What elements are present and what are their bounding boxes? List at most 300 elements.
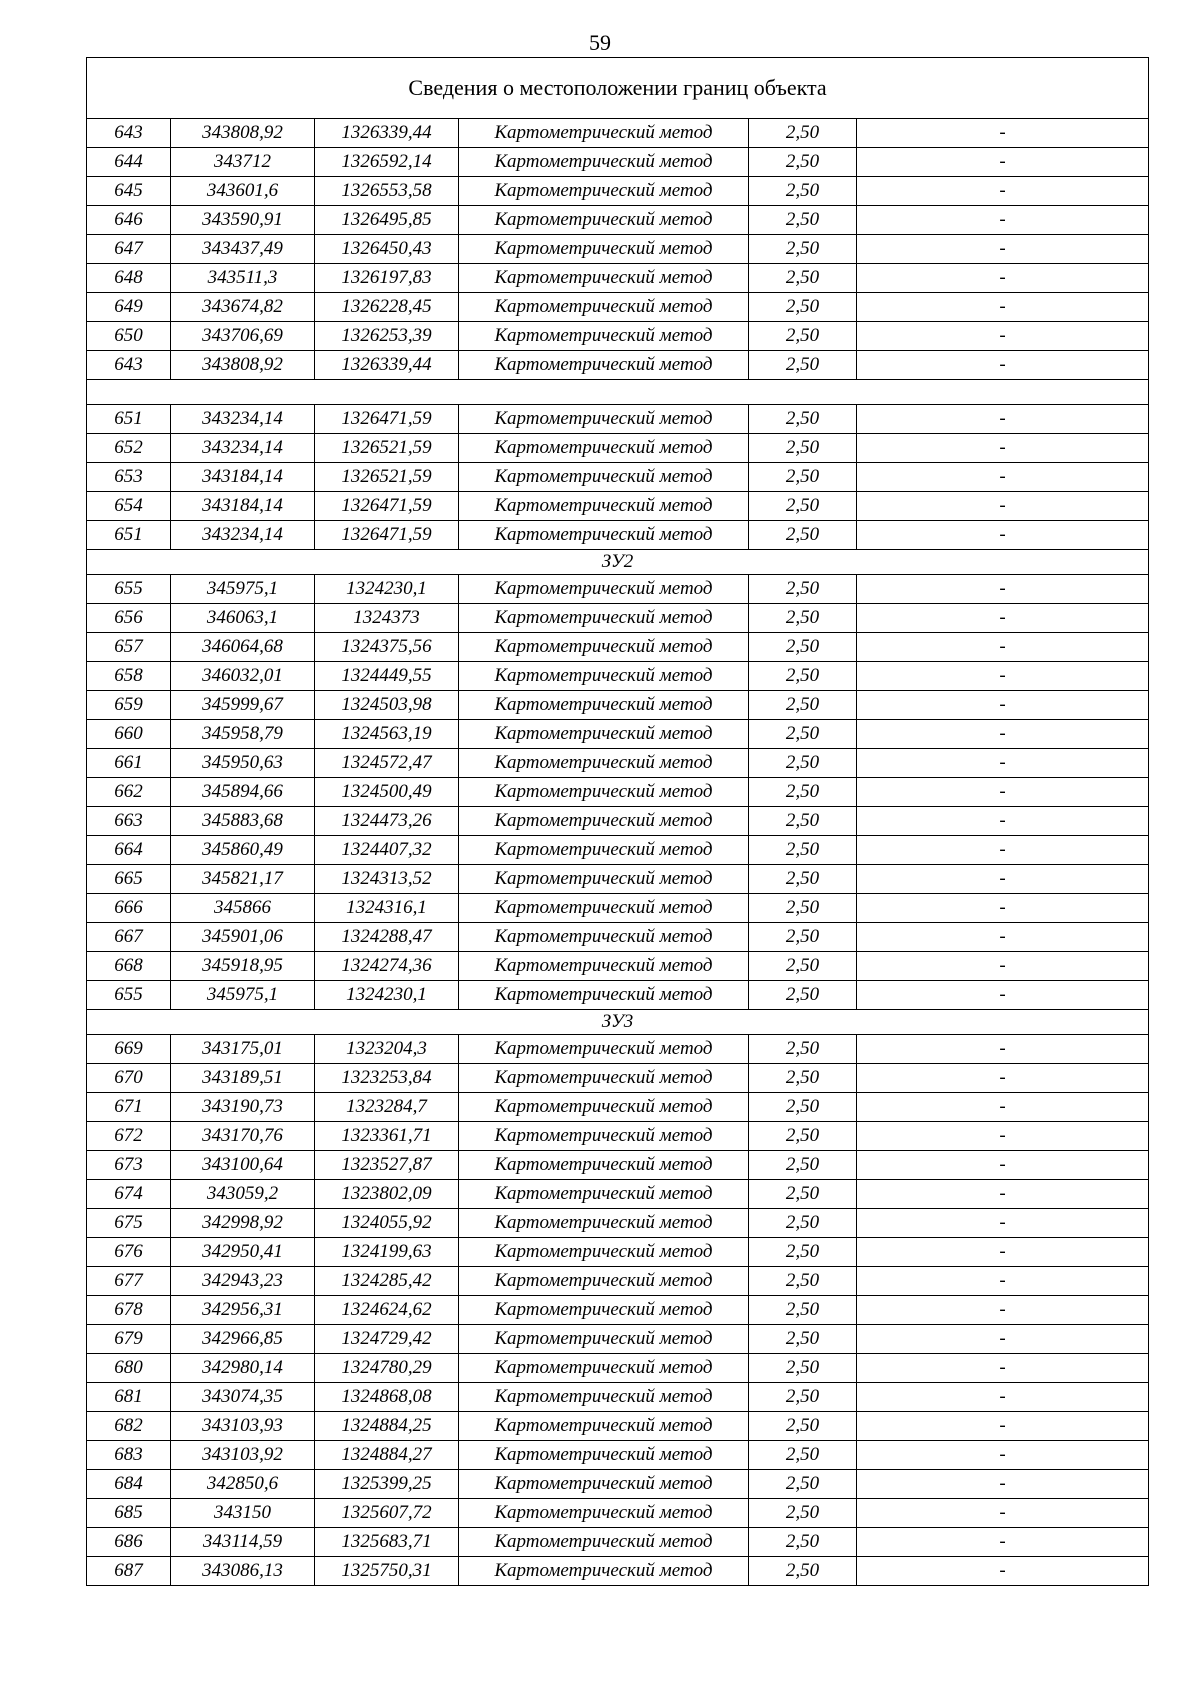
table-title: Сведения о местоположении границ объекта: [87, 58, 1149, 119]
table-row: [87, 1267, 1149, 1296]
description-cell: -: [857, 720, 1149, 749]
x-coordinate-cell: 346064,68: [171, 633, 315, 662]
y-coordinate-cell: 1324230,1: [315, 575, 459, 604]
method-cell: Картометрический метод: [459, 264, 749, 293]
table-row: [87, 691, 1149, 720]
description-cell: -: [857, 1383, 1149, 1412]
table-row: [87, 836, 1149, 865]
y-coordinate-cell: 1326471,59: [315, 521, 459, 550]
point-number-cell: 685: [87, 1499, 171, 1528]
description-cell: -: [857, 434, 1149, 463]
description-cell: -: [857, 1412, 1149, 1441]
y-coordinate-cell: 1326228,45: [315, 293, 459, 322]
x-coordinate-cell: 345975,1: [171, 981, 315, 1010]
x-coordinate-cell: 345901,06: [171, 923, 315, 952]
table-row: [87, 148, 1149, 177]
point-number-cell: 674: [87, 1180, 171, 1209]
accuracy-cell: 2,50: [749, 148, 857, 177]
table-title-row: [87, 58, 1149, 119]
boundary-table: [86, 57, 1149, 1586]
method-cell: Картометрический метод: [459, 1209, 749, 1238]
table-row: [87, 1151, 1149, 1180]
method-cell: Картометрический метод: [459, 923, 749, 952]
table-row: [87, 807, 1149, 836]
point-number-cell: 649: [87, 293, 171, 322]
x-coordinate-cell: 343074,35: [171, 1383, 315, 1412]
description-cell: -: [857, 1064, 1149, 1093]
table-row: [87, 351, 1149, 380]
description-cell: -: [857, 807, 1149, 836]
description-cell: -: [857, 1557, 1149, 1586]
y-coordinate-cell: 1324230,1: [315, 981, 459, 1010]
method-cell: Картометрический метод: [459, 1296, 749, 1325]
point-number-cell: 673: [87, 1151, 171, 1180]
accuracy-cell: 2,50: [749, 952, 857, 981]
y-coordinate-cell: 1324572,47: [315, 749, 459, 778]
point-number-cell: 679: [87, 1325, 171, 1354]
x-coordinate-cell: 345958,79: [171, 720, 315, 749]
point-number-cell: 687: [87, 1557, 171, 1586]
x-coordinate-cell: 345918,95: [171, 952, 315, 981]
point-number-cell: 645: [87, 177, 171, 206]
x-coordinate-cell: 343511,3: [171, 264, 315, 293]
x-coordinate-cell: 346032,01: [171, 662, 315, 691]
table-row: [87, 1499, 1149, 1528]
y-coordinate-cell: 1326197,83: [315, 264, 459, 293]
y-coordinate-cell: 1324313,52: [315, 865, 459, 894]
accuracy-cell: 2,50: [749, 119, 857, 148]
description-cell: -: [857, 206, 1149, 235]
table-row: [87, 575, 1149, 604]
x-coordinate-cell: 343184,14: [171, 492, 315, 521]
accuracy-cell: 2,50: [749, 836, 857, 865]
method-cell: Картометрический метод: [459, 1093, 749, 1122]
point-number-cell: 659: [87, 691, 171, 720]
y-coordinate-cell: 1326471,59: [315, 405, 459, 434]
table-row: [87, 1354, 1149, 1383]
x-coordinate-cell: 343590,91: [171, 206, 315, 235]
y-coordinate-cell: 1326521,59: [315, 463, 459, 492]
y-coordinate-cell: 1326553,58: [315, 177, 459, 206]
method-cell: Картометрический метод: [459, 604, 749, 633]
accuracy-cell: 2,50: [749, 894, 857, 923]
accuracy-cell: 2,50: [749, 1122, 857, 1151]
point-number-cell: 666: [87, 894, 171, 923]
table-row: [87, 177, 1149, 206]
point-number-cell: 655: [87, 981, 171, 1010]
section-header-row: [87, 550, 1149, 575]
boundary-table-frame: [86, 57, 1148, 1586]
table-row: [87, 322, 1149, 351]
description-cell: -: [857, 405, 1149, 434]
table-row: [87, 894, 1149, 923]
description-cell: -: [857, 293, 1149, 322]
x-coordinate-cell: 343175,01: [171, 1035, 315, 1064]
point-number-cell: 664: [87, 836, 171, 865]
accuracy-cell: 2,50: [749, 351, 857, 380]
method-cell: Картометрический метод: [459, 322, 749, 351]
x-coordinate-cell: 342980,14: [171, 1354, 315, 1383]
accuracy-cell: 2,50: [749, 1064, 857, 1093]
x-coordinate-cell: 343808,92: [171, 119, 315, 148]
point-number-cell: 680: [87, 1354, 171, 1383]
method-cell: Картометрический метод: [459, 1238, 749, 1267]
y-coordinate-cell: 1323802,09: [315, 1180, 459, 1209]
accuracy-cell: 2,50: [749, 575, 857, 604]
x-coordinate-cell: 345883,68: [171, 807, 315, 836]
point-number-cell: 663: [87, 807, 171, 836]
method-cell: Картометрический метод: [459, 1528, 749, 1557]
x-coordinate-cell: 345999,67: [171, 691, 315, 720]
x-coordinate-cell: 345866: [171, 894, 315, 923]
x-coordinate-cell: 343114,59: [171, 1528, 315, 1557]
accuracy-cell: 2,50: [749, 662, 857, 691]
point-number-cell: 654: [87, 492, 171, 521]
accuracy-cell: 2,50: [749, 778, 857, 807]
method-cell: Картометрический метод: [459, 1064, 749, 1093]
table-row: [87, 1296, 1149, 1325]
table-row: [87, 865, 1149, 894]
point-number-cell: 651: [87, 521, 171, 550]
method-cell: Картометрический метод: [459, 177, 749, 206]
point-number-cell: 660: [87, 720, 171, 749]
y-coordinate-cell: 1324500,49: [315, 778, 459, 807]
table-row: [87, 1528, 1149, 1557]
y-coordinate-cell: 1326450,43: [315, 235, 459, 264]
point-number-cell: 669: [87, 1035, 171, 1064]
method-cell: Картометрический метод: [459, 749, 749, 778]
accuracy-cell: 2,50: [749, 1093, 857, 1122]
method-cell: Картометрический метод: [459, 463, 749, 492]
table-row: [87, 1035, 1149, 1064]
point-number-cell: 671: [87, 1093, 171, 1122]
description-cell: -: [857, 1151, 1149, 1180]
method-cell: Картометрический метод: [459, 235, 749, 264]
table-row: [87, 463, 1149, 492]
method-cell: Картометрический метод: [459, 405, 749, 434]
x-coordinate-cell: 343103,92: [171, 1441, 315, 1470]
description-cell: -: [857, 1238, 1149, 1267]
accuracy-cell: 2,50: [749, 177, 857, 206]
accuracy-cell: 2,50: [749, 492, 857, 521]
table-row: [87, 1238, 1149, 1267]
x-coordinate-cell: 343170,76: [171, 1122, 315, 1151]
method-cell: Картометрический метод: [459, 1557, 749, 1586]
description-cell: -: [857, 1499, 1149, 1528]
y-coordinate-cell: 1324868,08: [315, 1383, 459, 1412]
point-number-cell: 683: [87, 1441, 171, 1470]
y-coordinate-cell: 1324407,32: [315, 836, 459, 865]
y-coordinate-cell: 1323361,71: [315, 1122, 459, 1151]
description-cell: -: [857, 575, 1149, 604]
description-cell: -: [857, 633, 1149, 662]
x-coordinate-cell: 343601,6: [171, 177, 315, 206]
accuracy-cell: 2,50: [749, 264, 857, 293]
accuracy-cell: 2,50: [749, 1151, 857, 1180]
point-number-cell: 655: [87, 575, 171, 604]
x-coordinate-cell: 342956,31: [171, 1296, 315, 1325]
section-separator: [87, 380, 1149, 405]
method-cell: Картометрический метод: [459, 206, 749, 235]
accuracy-cell: 2,50: [749, 1267, 857, 1296]
table-row: [87, 235, 1149, 264]
table-row: [87, 778, 1149, 807]
method-cell: Картометрический метод: [459, 293, 749, 322]
x-coordinate-cell: 345950,63: [171, 749, 315, 778]
method-cell: Картометрический метод: [459, 434, 749, 463]
section-separator-row: [87, 380, 1149, 405]
accuracy-cell: 2,50: [749, 604, 857, 633]
accuracy-cell: 2,50: [749, 1383, 857, 1412]
point-number-cell: 650: [87, 322, 171, 351]
table-row: [87, 604, 1149, 633]
y-coordinate-cell: 1325683,71: [315, 1528, 459, 1557]
x-coordinate-cell: 345975,1: [171, 575, 315, 604]
x-coordinate-cell: 343234,14: [171, 521, 315, 550]
method-cell: Картометрический метод: [459, 807, 749, 836]
accuracy-cell: 2,50: [749, 434, 857, 463]
description-cell: -: [857, 1093, 1149, 1122]
table-row: [87, 1470, 1149, 1499]
y-coordinate-cell: 1324563,19: [315, 720, 459, 749]
description-cell: -: [857, 521, 1149, 550]
accuracy-cell: 2,50: [749, 749, 857, 778]
table-row: [87, 1122, 1149, 1151]
table-row: [87, 981, 1149, 1010]
description-cell: -: [857, 1209, 1149, 1238]
point-number-cell: 661: [87, 749, 171, 778]
y-coordinate-cell: 1323253,84: [315, 1064, 459, 1093]
method-cell: Картометрический метод: [459, 633, 749, 662]
description-cell: -: [857, 1528, 1149, 1557]
x-coordinate-cell: 342998,92: [171, 1209, 315, 1238]
method-cell: Картометрический метод: [459, 865, 749, 894]
description-cell: -: [857, 1180, 1149, 1209]
point-number-cell: 662: [87, 778, 171, 807]
point-number-cell: 676: [87, 1238, 171, 1267]
method-cell: Картометрический метод: [459, 1383, 749, 1412]
point-number-cell: 677: [87, 1267, 171, 1296]
accuracy-cell: 2,50: [749, 1354, 857, 1383]
point-number-cell: 678: [87, 1296, 171, 1325]
method-cell: Картометрический метод: [459, 1354, 749, 1383]
accuracy-cell: 2,50: [749, 293, 857, 322]
point-number-cell: 643: [87, 351, 171, 380]
y-coordinate-cell: 1324375,56: [315, 633, 459, 662]
method-cell: Картометрический метод: [459, 691, 749, 720]
description-cell: -: [857, 1470, 1149, 1499]
y-coordinate-cell: 1326592,14: [315, 148, 459, 177]
description-cell: -: [857, 894, 1149, 923]
description-cell: -: [857, 865, 1149, 894]
point-number-cell: 684: [87, 1470, 171, 1499]
accuracy-cell: 2,50: [749, 322, 857, 351]
x-coordinate-cell: 343706,69: [171, 322, 315, 351]
table-row: [87, 952, 1149, 981]
section-header-row: [87, 1010, 1149, 1035]
description-cell: -: [857, 322, 1149, 351]
accuracy-cell: 2,50: [749, 1470, 857, 1499]
x-coordinate-cell: 346063,1: [171, 604, 315, 633]
x-coordinate-cell: 343674,82: [171, 293, 315, 322]
point-number-cell: 675: [87, 1209, 171, 1238]
point-number-cell: 652: [87, 434, 171, 463]
description-cell: -: [857, 836, 1149, 865]
accuracy-cell: 2,50: [749, 1325, 857, 1354]
y-coordinate-cell: 1324288,47: [315, 923, 459, 952]
y-coordinate-cell: 1326339,44: [315, 119, 459, 148]
method-cell: Картометрический метод: [459, 778, 749, 807]
method-cell: Картометрический метод: [459, 1151, 749, 1180]
description-cell: -: [857, 923, 1149, 952]
accuracy-cell: 2,50: [749, 235, 857, 264]
description-cell: -: [857, 463, 1149, 492]
accuracy-cell: 2,50: [749, 1209, 857, 1238]
method-cell: Картометрический метод: [459, 1180, 749, 1209]
accuracy-cell: 2,50: [749, 1035, 857, 1064]
description-cell: -: [857, 148, 1149, 177]
table-row: [87, 119, 1149, 148]
y-coordinate-cell: 1324285,42: [315, 1267, 459, 1296]
description-cell: -: [857, 492, 1149, 521]
description-cell: -: [857, 604, 1149, 633]
y-coordinate-cell: 1325399,25: [315, 1470, 459, 1499]
x-coordinate-cell: 343234,14: [171, 405, 315, 434]
method-cell: Картометрический метод: [459, 351, 749, 380]
table-row: [87, 1064, 1149, 1093]
accuracy-cell: 2,50: [749, 1441, 857, 1470]
section-label: ЗУ3: [87, 1010, 1149, 1035]
method-cell: Картометрический метод: [459, 575, 749, 604]
y-coordinate-cell: 1324449,55: [315, 662, 459, 691]
table-row: [87, 1325, 1149, 1354]
point-number-cell: 658: [87, 662, 171, 691]
method-cell: Картометрический метод: [459, 1412, 749, 1441]
x-coordinate-cell: 343103,93: [171, 1412, 315, 1441]
x-coordinate-cell: 345860,49: [171, 836, 315, 865]
y-coordinate-cell: 1326471,59: [315, 492, 459, 521]
table-row: [87, 1557, 1149, 1586]
table-row: [87, 1180, 1149, 1209]
y-coordinate-cell: 1324055,92: [315, 1209, 459, 1238]
method-cell: Картометрический метод: [459, 1441, 749, 1470]
x-coordinate-cell: 343100,64: [171, 1151, 315, 1180]
y-coordinate-cell: 1324274,36: [315, 952, 459, 981]
method-cell: Картометрический метод: [459, 981, 749, 1010]
table-row: [87, 1209, 1149, 1238]
x-coordinate-cell: 343437,49: [171, 235, 315, 264]
method-cell: Картометрический метод: [459, 1122, 749, 1151]
accuracy-cell: 2,50: [749, 691, 857, 720]
accuracy-cell: 2,50: [749, 1180, 857, 1209]
point-number-cell: 682: [87, 1412, 171, 1441]
x-coordinate-cell: 343190,73: [171, 1093, 315, 1122]
y-coordinate-cell: 1326339,44: [315, 351, 459, 380]
page-number: 59: [589, 30, 611, 55]
y-coordinate-cell: 1324884,27: [315, 1441, 459, 1470]
accuracy-cell: 2,50: [749, 720, 857, 749]
x-coordinate-cell: 343150: [171, 1499, 315, 1528]
table-row: [87, 1441, 1149, 1470]
point-number-cell: 657: [87, 633, 171, 662]
point-number-cell: 644: [87, 148, 171, 177]
table-row: [87, 633, 1149, 662]
point-number-cell: 647: [87, 235, 171, 264]
accuracy-cell: 2,50: [749, 923, 857, 952]
point-number-cell: 653: [87, 463, 171, 492]
description-cell: -: [857, 235, 1149, 264]
y-coordinate-cell: 1326495,85: [315, 206, 459, 235]
accuracy-cell: 2,50: [749, 405, 857, 434]
method-cell: Картометрический метод: [459, 720, 749, 749]
table-row: [87, 264, 1149, 293]
table-row: [87, 662, 1149, 691]
description-cell: -: [857, 1441, 1149, 1470]
point-number-cell: 646: [87, 206, 171, 235]
method-cell: Картометрический метод: [459, 836, 749, 865]
accuracy-cell: 2,50: [749, 1412, 857, 1441]
x-coordinate-cell: 343189,51: [171, 1064, 315, 1093]
accuracy-cell: 2,50: [749, 521, 857, 550]
method-cell: Картометрический метод: [459, 1267, 749, 1296]
description-cell: -: [857, 749, 1149, 778]
accuracy-cell: 2,50: [749, 807, 857, 836]
y-coordinate-cell: 1325750,31: [315, 1557, 459, 1586]
method-cell: Картометрический метод: [459, 894, 749, 923]
y-coordinate-cell: 1324729,42: [315, 1325, 459, 1354]
point-number-cell: 668: [87, 952, 171, 981]
point-number-cell: 643: [87, 119, 171, 148]
table-row: [87, 206, 1149, 235]
accuracy-cell: 2,50: [749, 1557, 857, 1586]
table-row: [87, 492, 1149, 521]
y-coordinate-cell: 1324884,25: [315, 1412, 459, 1441]
method-cell: Картометрический метод: [459, 662, 749, 691]
x-coordinate-cell: 343234,14: [171, 434, 315, 463]
y-coordinate-cell: 1326521,59: [315, 434, 459, 463]
y-coordinate-cell: 1324780,29: [315, 1354, 459, 1383]
y-coordinate-cell: 1324316,1: [315, 894, 459, 923]
table-row: [87, 749, 1149, 778]
x-coordinate-cell: 342943,23: [171, 1267, 315, 1296]
table-row: [87, 521, 1149, 550]
point-number-cell: 670: [87, 1064, 171, 1093]
x-coordinate-cell: 345821,17: [171, 865, 315, 894]
x-coordinate-cell: 343184,14: [171, 463, 315, 492]
y-coordinate-cell: 1325607,72: [315, 1499, 459, 1528]
description-cell: -: [857, 1354, 1149, 1383]
description-cell: -: [857, 662, 1149, 691]
method-cell: Картометрический метод: [459, 119, 749, 148]
x-coordinate-cell: 343712: [171, 148, 315, 177]
table-row: [87, 293, 1149, 322]
description-cell: -: [857, 177, 1149, 206]
accuracy-cell: 2,50: [749, 206, 857, 235]
y-coordinate-cell: 1324373: [315, 604, 459, 633]
method-cell: Картометрический метод: [459, 492, 749, 521]
point-number-cell: 667: [87, 923, 171, 952]
point-number-cell: 648: [87, 264, 171, 293]
accuracy-cell: 2,50: [749, 1499, 857, 1528]
accuracy-cell: 2,50: [749, 463, 857, 492]
table-row: [87, 923, 1149, 952]
x-coordinate-cell: 342950,41: [171, 1238, 315, 1267]
method-cell: Картометрический метод: [459, 1325, 749, 1354]
table-row: [87, 405, 1149, 434]
accuracy-cell: 2,50: [749, 1528, 857, 1557]
x-coordinate-cell: 343808,92: [171, 351, 315, 380]
y-coordinate-cell: 1324624,62: [315, 1296, 459, 1325]
